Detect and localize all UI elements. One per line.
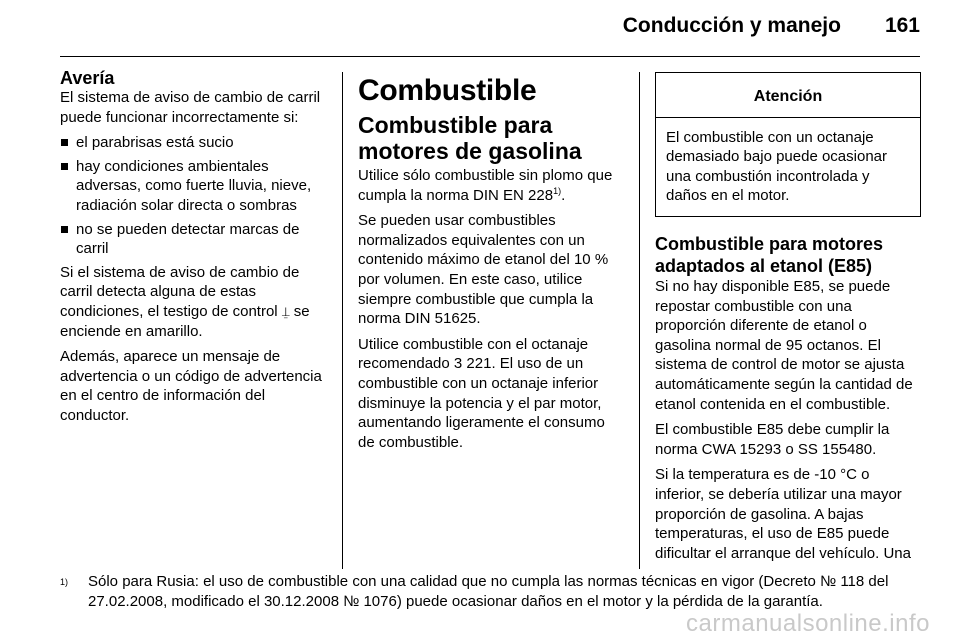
averia-conditions-list [60,133,328,259]
list-item: hay condiciones ambientales adversas, como fuerte lluvia, nieve, radiación solar directa o sombras [60,157,328,216]
attention-title: Atención [656,73,920,118]
heading-averia: Avería [60,68,115,88]
bullet-square-icon [61,139,68,146]
heading-gasolina: Combustible para motores de gasolina [358,112,582,164]
lane-departure-warning-icon: ⍊ [281,303,290,319]
list-item: no se pueden detectar marcas de carril [60,220,328,259]
footnote-text: Sólo para Rusia: el uso de combustible con una calidad que no cumpla las normas técnicas en vigor (Decreto № 118 del 27.02.2008, modificado el 30.12.2008 № 1076) puede ocasionar daños en el motor y la pérdida de la garantía. [88,573,889,610]
page-number: 161 [884,14,920,37]
column-etanol [655,64,921,569]
bullet-square-icon [61,226,68,233]
etanol-paragraph-2: El combustible E85 debe cumplir la norma CWA 15293 o SS 155480. [655,421,890,458]
column-divider-left [342,72,343,569]
heading-etanol: Combustible para motores adaptados al etanol (E85) [655,233,884,276]
etanol-paragraph-3: Si la temperatura es de -10 °C o inferior, se debería utilizar una mayor proporción de gasolina. A bajas temperaturas, el uso de E85 puede dificultar el arranque del vehículo. Una [655,466,911,562]
averia-paragraph-2: Además, aparece un mensaje de advertencia o un código de advertencia en el centro de información del conductor. [60,348,322,424]
header-divider [60,56,920,57]
page-reference-arrow-icon[interactable]: 3 [453,355,463,373]
footnote [60,572,920,612]
footnote-reference[interactable]: 1) [553,185,562,196]
column-averia [60,68,328,432]
gasolina-paragraph-1: Utilice sólo combustible sin plomo que cumpla la norma DIN EN 228$^{1)}$. [358,167,613,204]
list-item: el parabrisas está sucio [60,133,328,153]
section-title: Conducción y manejo [622,14,841,37]
gasolina-paragraph-2: Se pueden usar combustibles normalizados equivalentes con un contenido máximo de etanol del 10 % por volumen. En este caso, utilice siempre combustible que cumpla la norma DIN 51625. [358,212,609,328]
page-header [623,14,920,38]
column-divider-right [639,72,640,569]
averia-intro: El sistema de aviso de cambio de carril puede funcionar incorrectamente si: [60,89,321,126]
heading-combustible: Combustible [358,74,537,107]
bullet-square-icon [61,163,68,170]
footnote-mark: 1) [60,577,69,587]
averia-paragraph-1: Si el sistema de aviso de cambio de carril detecta alguna de estas condiciones, el testigo de control ⍊ se enciende en amarillo. [60,263,310,340]
attention-box [655,72,921,217]
gasolina-paragraph-3: Utilice combustible con el octanaje recomendado 3 221. El uso de un combustible con un octanaje inferior disminuye la potencia y el par motor, aumentando ligeramente el consumo de combustible. [358,335,605,451]
column-combustible [358,68,624,458]
etanol-paragraph-1: Si no hay disponible E85, se puede repostar combustible con una proporción diferente de etanol o gasolina normal de 95 octanos. El sistema de control de motor se ajusta automáticamente según la cantidad de etanol contenida en el combustible. [655,277,913,413]
attention-text: El combustible con un octanaje demasiado bajo puede ocasionar una combustión incontrolada y daños en el motor. [666,128,887,205]
watermark: carmanualsonline.info [686,610,930,637]
